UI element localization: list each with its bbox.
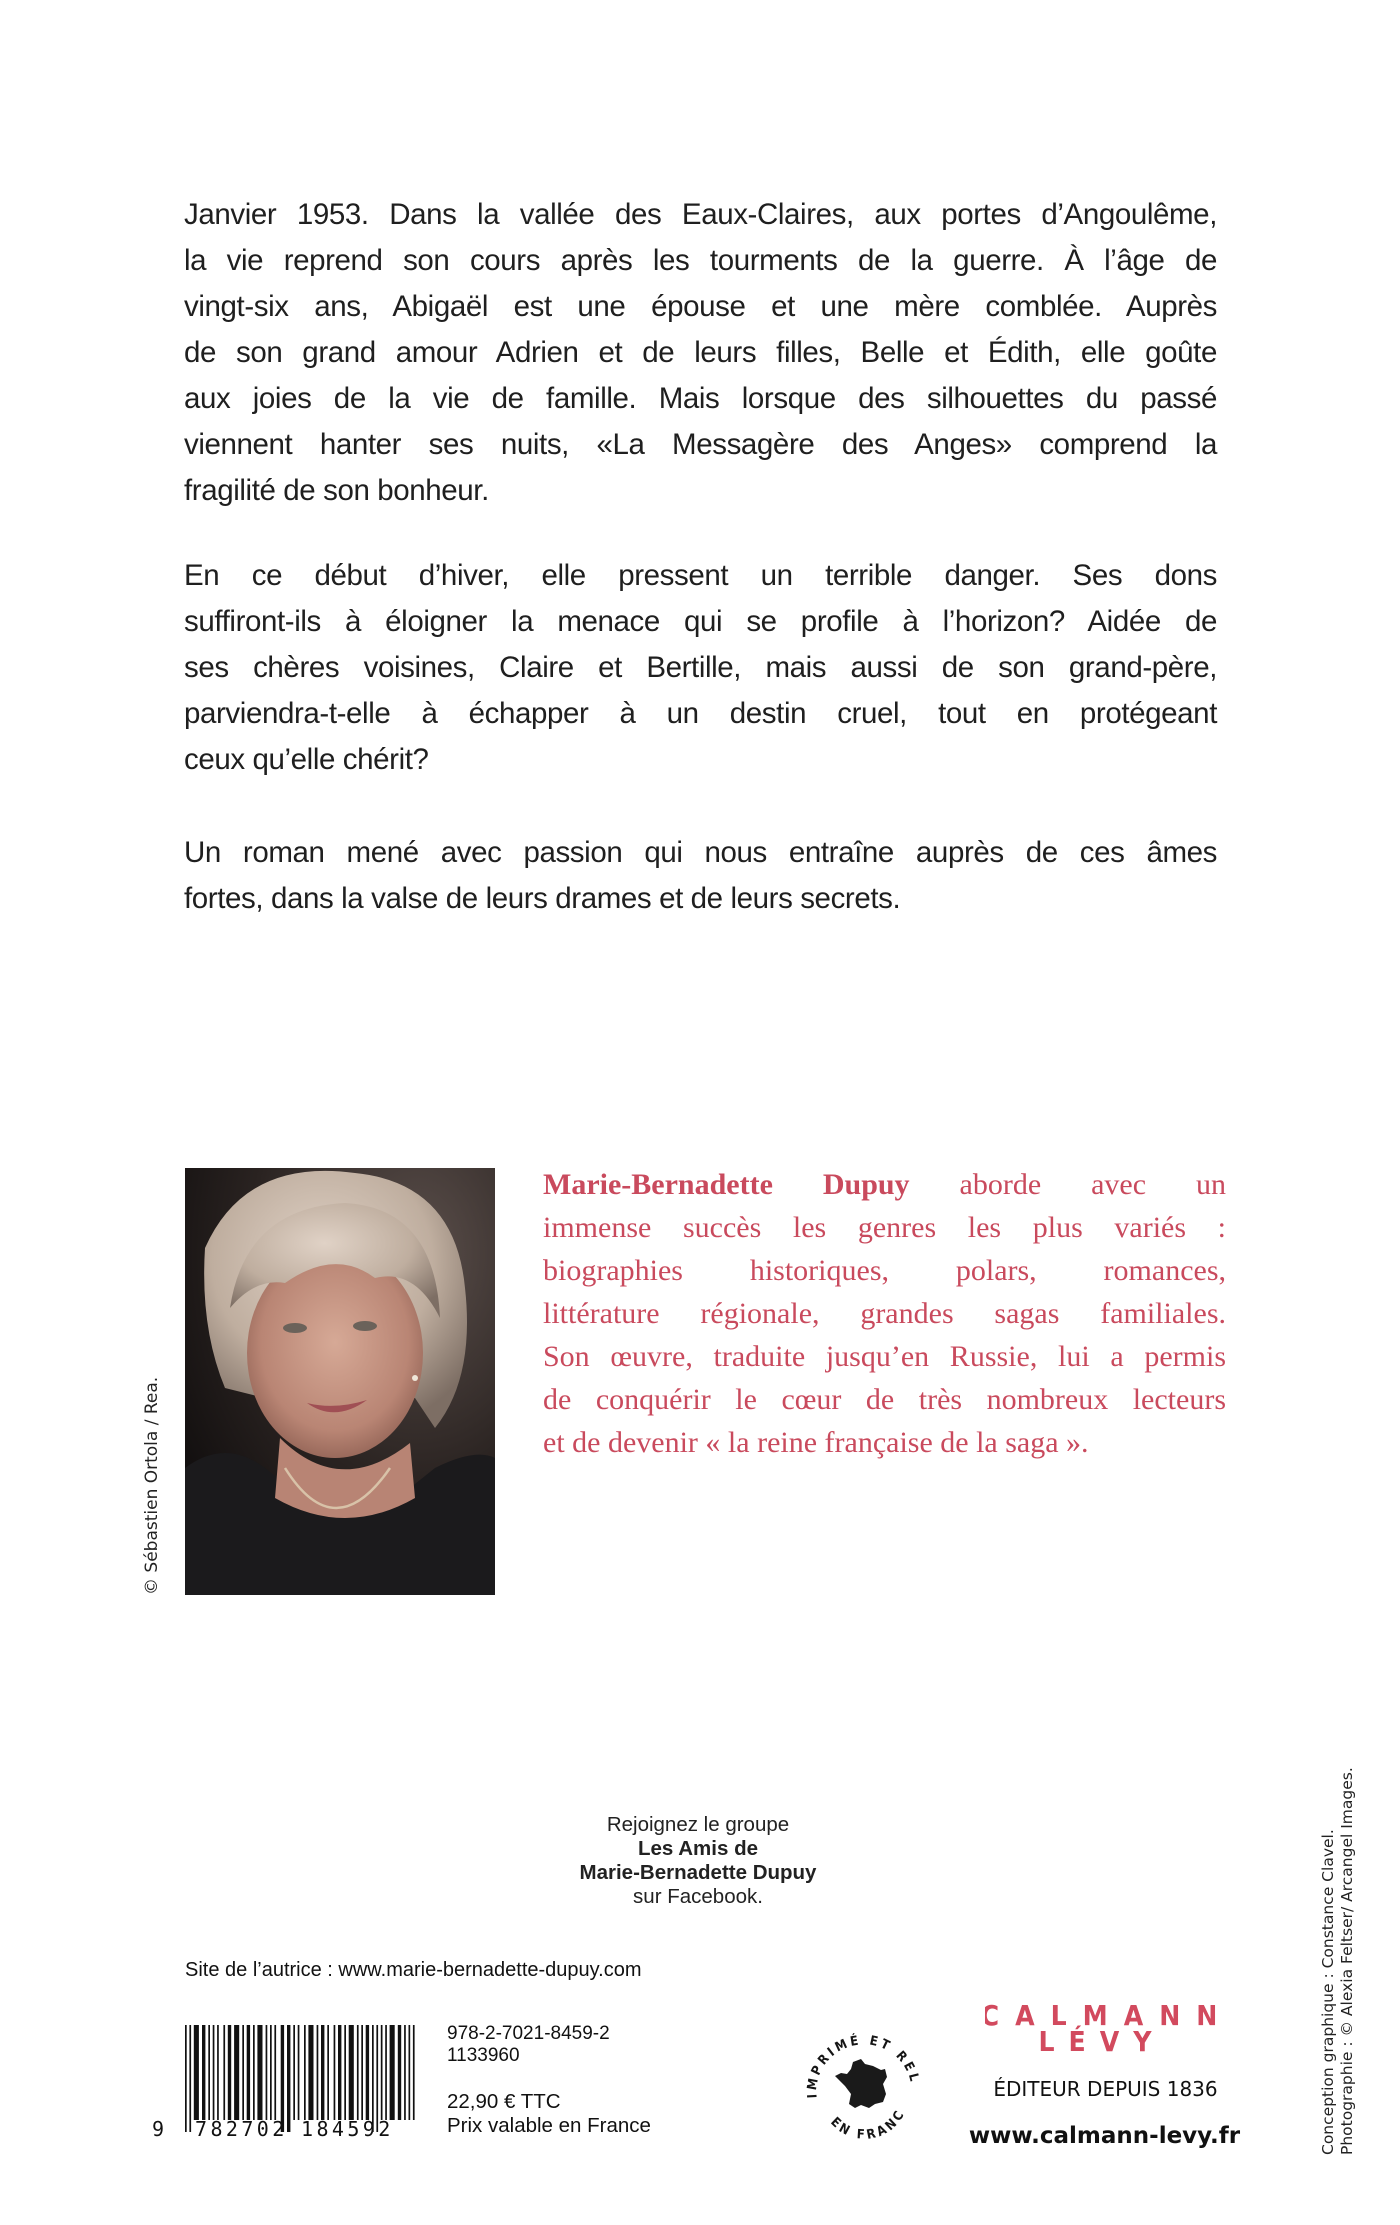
- facebook-line: sur Facebook.: [633, 1885, 763, 1908]
- stamp-bottom-text: EN FRANC: [827, 2106, 909, 2143]
- text-line: fragilité de son bonheur.: [184, 474, 489, 507]
- barcode-bars: [150, 2022, 430, 2142]
- barcode-bar: [298, 2025, 300, 2120]
- bio-text: aborde avec un: [959, 1168, 1226, 1201]
- barcode-bar: [228, 2025, 231, 2120]
- barcode-bar: [202, 2025, 205, 2120]
- barcode: [150, 2022, 430, 2142]
- barcode-bar: [413, 2025, 415, 2120]
- barcode-bar: [185, 2025, 187, 2132]
- barcode-bar: [189, 2025, 191, 2132]
- bio-line: [543, 1163, 1226, 1206]
- barcode-bar: [334, 2025, 336, 2120]
- barcode-lead-digit: 9: [152, 2117, 165, 2141]
- text-line: la vie reprend son cours après les tourments de la guerre. À l’âge de: [184, 244, 1217, 277]
- barcode-bar: [208, 2025, 210, 2120]
- barcode-bar: [321, 2025, 324, 2120]
- barcode-digits-left: 782702: [195, 2117, 288, 2141]
- barcode-bar: [357, 2025, 359, 2120]
- barcode-bar: [223, 2025, 225, 2120]
- barcode-bar: [308, 2025, 313, 2120]
- barcode-bar: [247, 2025, 250, 2120]
- stamp-graphic: [795, 2022, 930, 2157]
- spacer: [447, 2067, 651, 2091]
- barcode-bar: [270, 2025, 272, 2120]
- barcode-bar: [213, 2025, 215, 2120]
- barcode-bar: [281, 2025, 284, 2132]
- logo-calmann: CALMANN: [985, 1999, 1230, 2032]
- barcode-bar: [376, 2025, 378, 2132]
- barcode-digits-right: 184592: [301, 2117, 394, 2141]
- photo-credit: © Sébastien Ortola / Rea.: [142, 1376, 162, 1595]
- blurb-paragraph-1: [184, 192, 1217, 514]
- barcode-bar: [194, 2025, 199, 2120]
- blurb-paragraph-3: [184, 830, 1217, 922]
- photo-credit-cover: Photographie : © Alexia Feltser/ Arcangel Images.: [1338, 1767, 1356, 2155]
- barcode-bar: [287, 2025, 290, 2132]
- design-credit: Conception graphique : Constance Clavel.: [1319, 1829, 1337, 2155]
- barcode-bar: [409, 2025, 411, 2120]
- text-line: vingt-six ans, Abigaël est une épouse et une mère comblée. Auprès: [184, 290, 1217, 323]
- text-line: parviendra-t-elle à échapper à un destin cruel, tout en protégeant: [184, 697, 1217, 730]
- bio-line: littérature régionale, grandes sagas familiales.: [543, 1297, 1226, 1330]
- barcode-bar: [293, 2025, 295, 2120]
- facebook-line: Rejoignez le groupe: [606, 1813, 790, 1836]
- text-line: En ce début d’hiver, elle pressent un terrible danger. Ses dons: [184, 559, 1217, 592]
- blurb-paragraph-2: [184, 553, 1217, 783]
- text-line: de son grand amour Adrien et de leurs filles, Belle et Édith, elle goûte: [184, 336, 1217, 369]
- calmann-levy-logo: [985, 1998, 1230, 2058]
- barcode-bar: [344, 2025, 346, 2120]
- facebook-group-name: Les Amis de: [637, 1837, 758, 1860]
- text-line: ceux qu’elle chérit?: [184, 743, 429, 776]
- publisher-tagline: ÉDITEUR DEPUIS 1836: [993, 2077, 1218, 2101]
- made-in-france-stamp: [795, 2022, 930, 2157]
- barcode-bar: [327, 2025, 329, 2120]
- isbn-block: [447, 2023, 651, 2139]
- bio-line: immense succès les genres les plus variés :: [543, 1211, 1226, 1244]
- barcode-bar: [266, 2025, 268, 2120]
- text-line: aux joies de la vie de famille. Mais lorsque des silhouettes du passé: [184, 382, 1217, 415]
- barcode-bar: [398, 2025, 401, 2120]
- barcode-bar: [404, 2025, 406, 2120]
- stamp-top-text: IMPRIMÉ ET REL: [804, 2033, 923, 2099]
- barcode-bar: [338, 2025, 341, 2120]
- barcode-bar: [372, 2025, 374, 2132]
- facebook-group-note: [500, 1813, 896, 1909]
- text-line: fortes, dans la valse de leurs drames et de leurs secrets.: [184, 882, 901, 915]
- text-line: Un roman mené avec passion qui nous entraîne auprès de ces âmes: [184, 836, 1217, 869]
- barcode-bar: [381, 2025, 383, 2120]
- bio-line: biographies historiques, polars, romances,: [543, 1254, 1226, 1287]
- barcode-bar: [257, 2025, 262, 2120]
- author-website[interactable]: Site de l’autrice : www.marie-bernadette-dupuy.com: [185, 1959, 642, 1981]
- price-note: Prix valable en France: [447, 2114, 651, 2137]
- barcode-bar: [390, 2025, 395, 2120]
- bio-line: Son œuvre, traduite jusqu’en Russie, lui a permis: [543, 1340, 1226, 1373]
- author-portrait-image: [185, 1168, 495, 1595]
- author-photo: [185, 1168, 495, 1595]
- barcode-bar: [304, 2025, 306, 2120]
- france-map-icon: [835, 2059, 887, 2108]
- barcode-bar: [217, 2025, 219, 2120]
- barcode-bar: [366, 2025, 369, 2120]
- barcode-bar: [317, 2025, 319, 2120]
- publisher-website[interactable]: www.calmann-levy.fr: [968, 2123, 1241, 2149]
- logo-levy: LÉVY: [1038, 2025, 1166, 2058]
- publisher-logo: [985, 1998, 1230, 2058]
- barcode-bar: [361, 2025, 363, 2120]
- barcode-bar: [274, 2025, 276, 2120]
- text-line: ses chères voisines, Claire et Bertille, mais aussi de son grand-père,: [184, 651, 1217, 684]
- barcode-bar: [242, 2025, 244, 2120]
- isbn: 978-2-7021-8459-2: [447, 2023, 610, 2044]
- barcode-bar: [253, 2025, 255, 2120]
- barcode-bar: [234, 2025, 239, 2120]
- barcode-bar: [385, 2025, 387, 2120]
- bio-line: de conquérir le cœur de très nombreux lecteurs: [543, 1383, 1226, 1416]
- facebook-group-name: Marie-Bernadette Dupuy: [579, 1861, 817, 1884]
- barcode-bar: [349, 2025, 354, 2120]
- bio-line: et de devenir « la reine française de la saga ».: [543, 1426, 1089, 1459]
- author-name: Marie-Bernadette Dupuy: [543, 1168, 910, 1201]
- price: 22,90 € TTC: [447, 2090, 561, 2113]
- text-line: Janvier 1953. Dans la vallée des Eaux-Claires, aux portes d’Angoulême,: [184, 198, 1217, 231]
- text-line: suffiront-ils à éloigner la menace qui se profile à l’horizon? Aidée de: [184, 605, 1217, 638]
- author-bio: [543, 1163, 1226, 1464]
- text-line: viennent hanter ses nuits, «La Messagère des Anges» comprend la: [184, 428, 1217, 461]
- product-code: 1133960: [447, 2045, 520, 2066]
